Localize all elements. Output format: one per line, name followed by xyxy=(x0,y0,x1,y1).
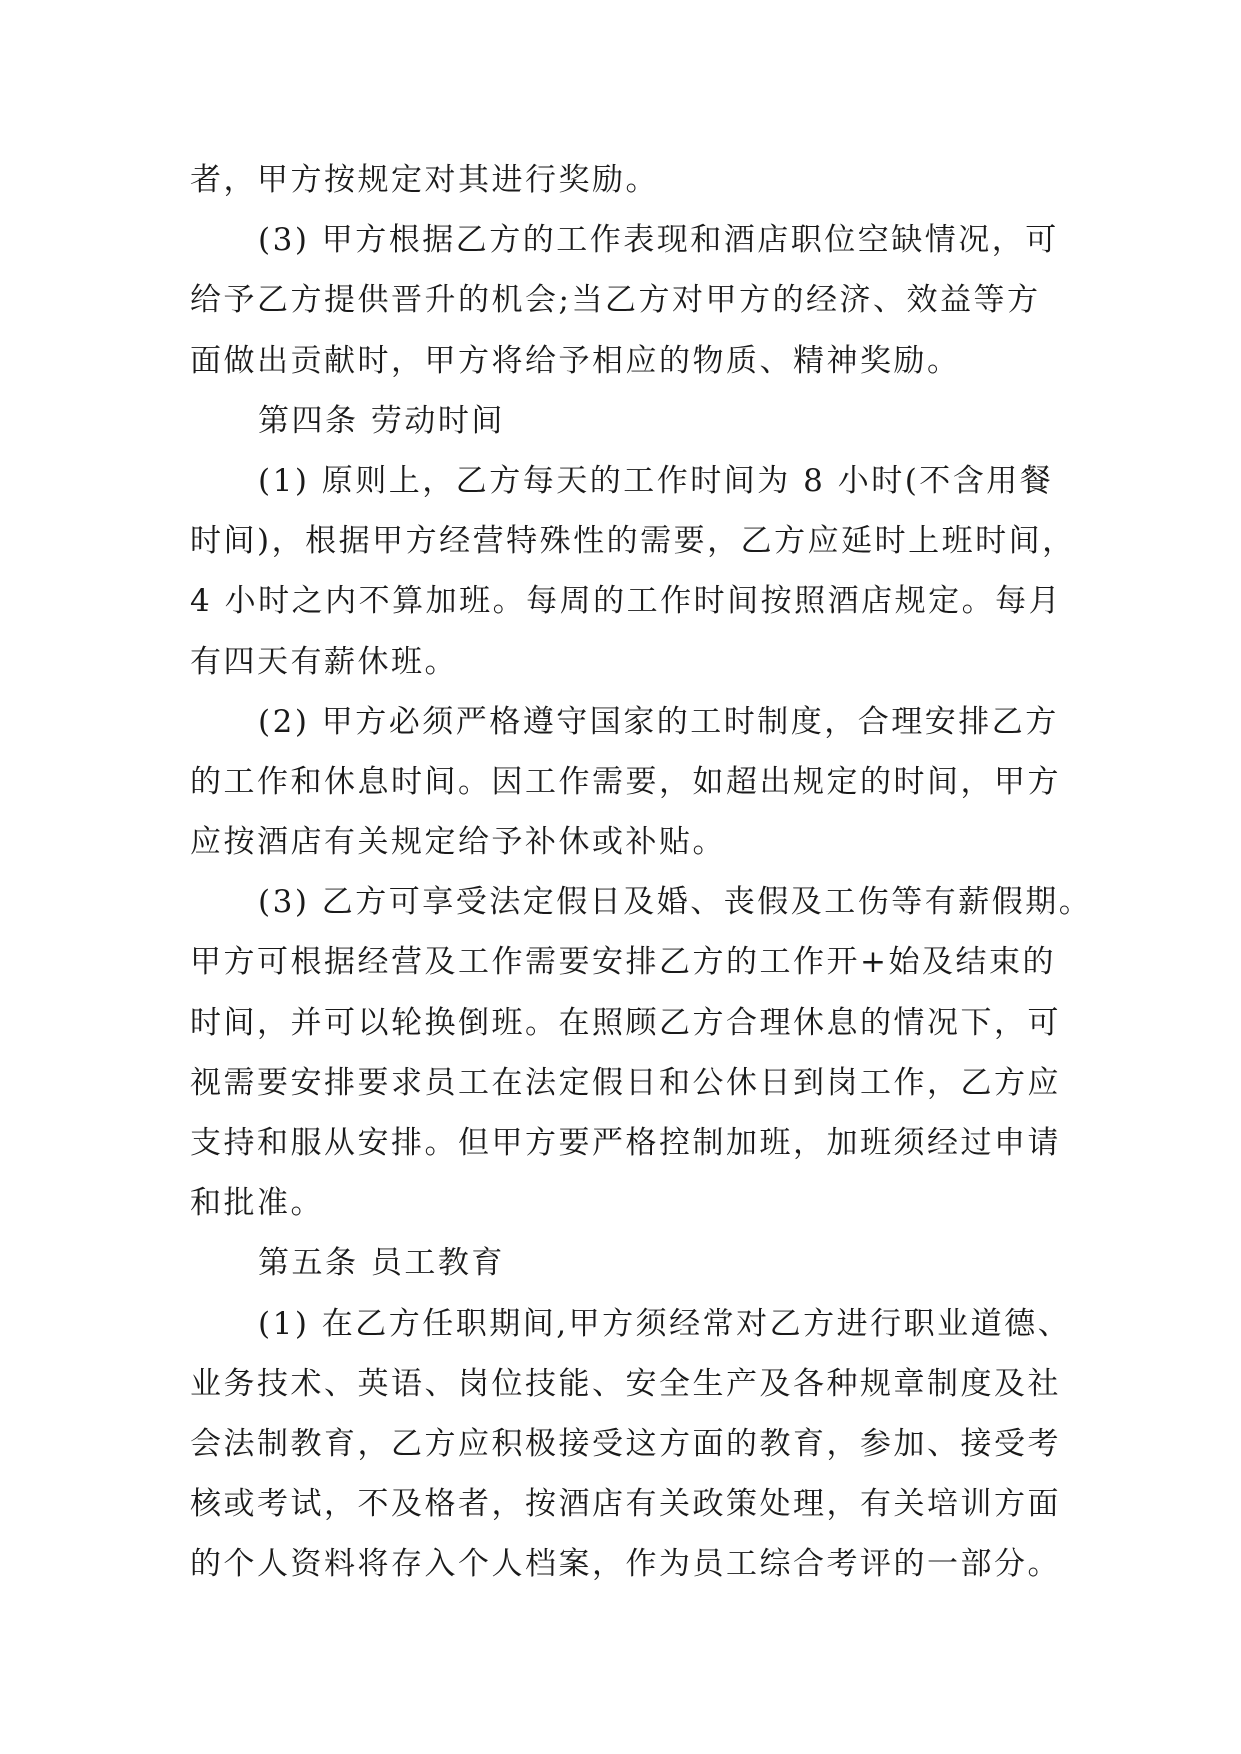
text-line: 视需要安排要求员工在法定假日和公休日到岗工作，乙方应 xyxy=(190,1064,1061,1101)
text-line: 业务技术、英语、岗位技能、安全生产及各种规章制度及社 xyxy=(190,1365,1061,1402)
text-line: 的工作和休息时间。因工作需要，如超出规定的时间，甲方 xyxy=(190,763,1061,800)
document-page xyxy=(190,150,1093,1595)
text-line: 会法制教育，乙方应积极接受这方面的教育，参加、接受考 xyxy=(190,1425,1061,1462)
text-line: (2) 甲方必须严格遵守国家的工时制度，合理安排乙方 xyxy=(258,703,1059,740)
text-line: 的个人资料将存入个人档案，作为员工综合考评的一部分。 xyxy=(190,1546,1061,1583)
text-line: 时间，并可以轮换倒班。在照顾乙方合理休息的情况下，可 xyxy=(190,1004,1061,1041)
section-heading-article-4: 第四条 劳动时间 xyxy=(258,402,505,439)
text-line: 面做出贡献时，甲方将给予相应的物质、精神奖励。 xyxy=(190,342,961,379)
text-line: 核或考试，不及格者，按酒店有关政策处理，有关培训方面 xyxy=(190,1486,1061,1523)
text-line: 和批准。 xyxy=(190,1185,324,1222)
text-line: 甲方可根据经营及工作需要安排乙方的工作开+始及结束的 xyxy=(190,944,1056,981)
section-heading-article-5: 第五条 员工教育 xyxy=(258,1245,505,1282)
text-line: (3) 乙方可享受法定假日及婚、丧假及工伤等有薪假期。 xyxy=(258,884,1093,921)
text-line: 支持和服从安排。但甲方要严格控制加班，加班须经过申请 xyxy=(190,1125,1061,1161)
text-line: 有四天有薪休班。 xyxy=(190,643,458,680)
text-line: (3) 甲方根据乙方的工作表现和酒店职位空缺情况，可 xyxy=(258,222,1059,259)
text-line: 给予乙方提供晋升的机会;当乙方对甲方的经济、效益等方 xyxy=(190,282,1041,319)
text-line: (1) 原则上，乙方每天的工作时间为 8 小时(不含用餐 xyxy=(258,462,1054,499)
text-line: 者，甲方按规定对其进行奖励。 xyxy=(190,162,659,198)
text-line: 4 小时之内不算加班。每周的工作时间按照酒店规定。每月 xyxy=(190,583,1063,620)
text-line: 时间)，根据甲方经营特殊性的需要，乙方应延时上班时间， xyxy=(190,523,1076,560)
text-line: 应按酒店有关规定给予补休或补贴。 xyxy=(190,824,726,861)
text-line: (1) 在乙方任职期间,甲方须经常对乙方进行职业道德、 xyxy=(258,1305,1072,1342)
